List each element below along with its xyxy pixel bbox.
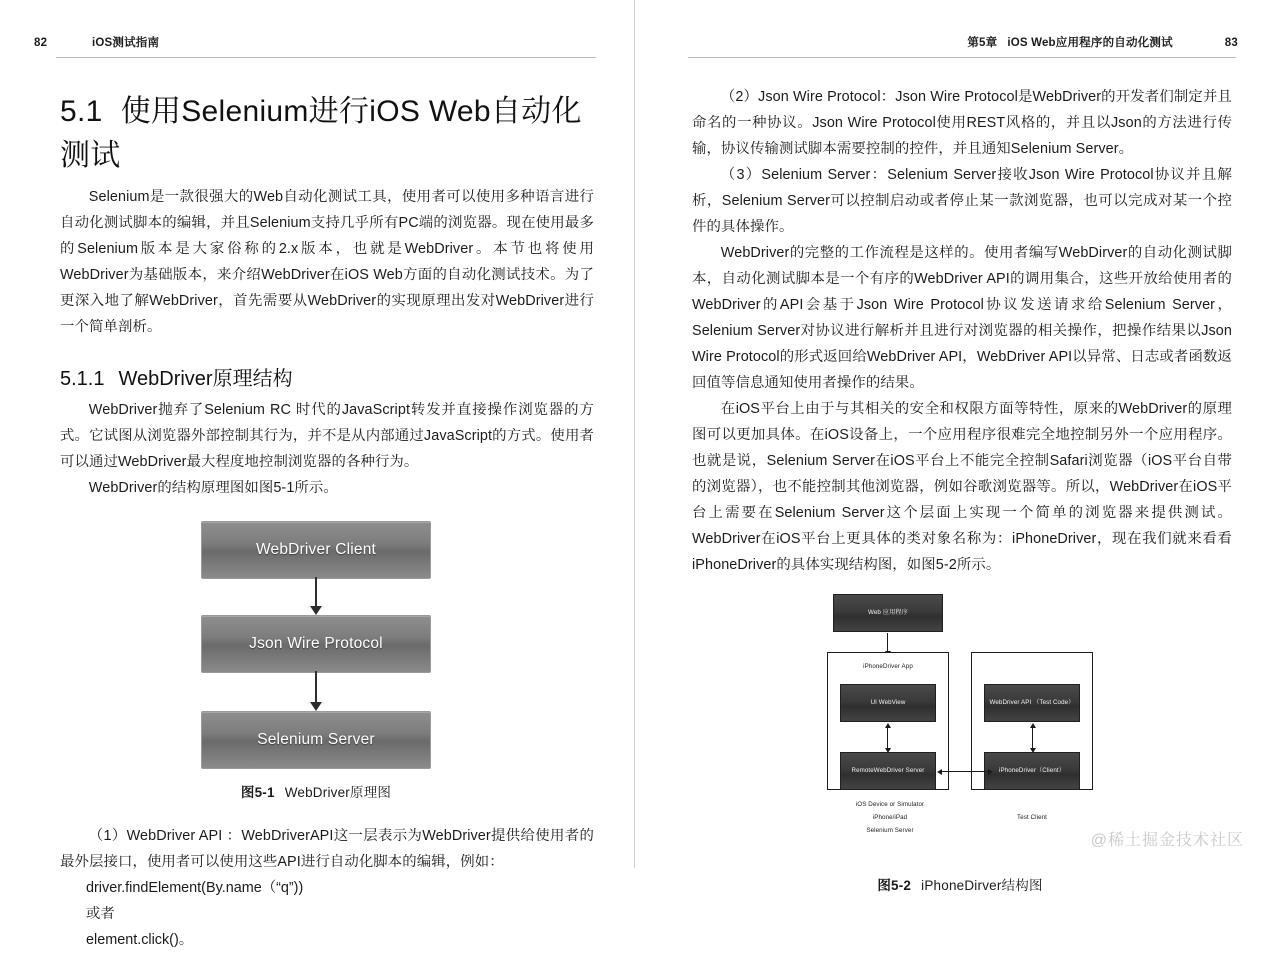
- left-page: [0, 0, 634, 948]
- left-code-line-3: element.click()。: [86, 932, 194, 948]
- figure-5-1-caption-tag: 图5-1: [240, 785, 275, 800]
- figure-5-2-wrap: [682, 594, 1238, 864]
- figure-5-2-arrow-webview-remote: [887, 728, 888, 748]
- chapter-title: iOS Web应用程序的自动化测试: [1007, 37, 1173, 49]
- figure-5-1-box-selenium-server: Selenium Server: [201, 711, 431, 769]
- left-paragraph-intro: Selenium是一款很强大的Web自动化测试工具，使用者可以使用多种语言进行自动化测试脚本的编辑，并且Selenium支持几乎所有PC端的浏览器。现在使用最多的Selenium版本是大家俗称的2.x版本，也就是WebDriver。本节也将使用WebDriver为基础版本，来介绍WebDriver在iOS Web方面的自动化测试技术。为了更深入地了解WebDriver，首先需要从WebDriver的实现原理出发对WebDriver进行一个简单剖析。: [60, 189, 594, 335]
- figure-5-2-label-iphonedriver-app: iPhoneDriver App: [863, 663, 913, 670]
- figure-5-1-box-webdriver-client: WebDriver Client: [201, 521, 431, 579]
- figure-5-2-caption-left-line2: iPhone/iPad: [872, 814, 908, 821]
- figure-5-2-caption-left-line3: Selenium Server: [866, 827, 914, 834]
- figure-5-1-arrow-2: [315, 671, 317, 703]
- figure-5-2-box-webdriver-api: WebDriver API （Test Code）: [984, 684, 1080, 722]
- figure-5-1-arrow-1: [315, 577, 317, 607]
- section-number: 5.1: [60, 95, 103, 128]
- figure-5-1: [34, 515, 598, 777]
- figure-5-2-box-ui-webview: UI WebView: [840, 684, 936, 722]
- left-paragraph-4: （1）WebDriver API ：WebDriverAPI这一层表示为WebDriver提供给使用者的最外层接口，使用者可以使用这些API进行自动化脚本的编辑，例如：: [60, 828, 594, 870]
- figure-5-2-caption-right-line1: Test Client: [1017, 814, 1047, 821]
- subsection-number: 5.1.1: [60, 368, 105, 390]
- figure-5-2: [805, 594, 1115, 864]
- left-paragraph-2: WebDriver抛弃了Selenium RC 时代的JavaScript转发并直接操作浏览器的方式。它试图从浏览器外部控制其行为，并不是从内部通过JavaScript的方式。使用者可以通过WebDriver最大程度地控制浏览器的各种行为。: [60, 402, 594, 470]
- right-paragraph-2: （3）Selenium Server：Selenium Server接收Json Wire Protocol协议并且解析，Selenium Server可以控制启动或者停止某一款浏览器，也可以完成对某一个控件的具体操作。: [692, 167, 1232, 235]
- book-title: iOS测试指南: [92, 37, 160, 49]
- figure-5-2-box-iphonedriver-client: iPhoneDriver（Client）: [984, 752, 1080, 790]
- section-heading: [34, 86, 598, 174]
- figure-5-2-caption-text: iPhoneDirver结构图: [921, 878, 1043, 893]
- subsection-heading: [34, 362, 598, 391]
- book-spine: [634, 0, 635, 868]
- right-running-head: [682, 34, 1238, 50]
- figure-5-2-caption-tag: 图5-2: [877, 878, 912, 893]
- figure-5-2-arrow-api-client: [1032, 728, 1033, 748]
- left-code-line-2: 或者: [86, 906, 115, 922]
- left-code-line-1: driver.findElement(By.name（“q”)): [86, 880, 304, 896]
- figure-5-1-caption: [34, 781, 598, 801]
- left-page-folio: 82: [34, 37, 48, 49]
- left-header-rule: [56, 57, 596, 58]
- figure-5-1-caption-text: WebDriver原理图: [284, 785, 392, 800]
- figure-5-2-box-remotewebdriver-server: RemoteWebDriver Server: [840, 752, 936, 790]
- left-paragraph-3: WebDriver的结构原理图如图5-1所示。: [88, 480, 338, 496]
- figure-5-2-caption-left-line1: iOS Device or Simulator: [855, 801, 925, 808]
- subsection-title: WebDriver原理结构: [118, 368, 293, 390]
- section-title: 使用Selenium进行iOS Web自动化测试: [60, 95, 582, 172]
- right-page-folio: 83: [1224, 37, 1238, 49]
- left-running-head: [34, 34, 598, 50]
- watermark: @稀土掘金技术社区: [1090, 832, 1244, 849]
- right-paragraph-1: （2）Json Wire Protocol：Json Wire Protocol是WebDriver的开发者们制定并且命名的一种协议。Json Wire Protocol使用REST风格的，并且以Json的方法进行传输，协议传输测试脚本需要控制的控件，并且通知Selenium Server。: [692, 89, 1232, 157]
- right-header-rule: [688, 57, 1236, 58]
- figure-5-2-caption: [682, 874, 1238, 894]
- right-paragraph-4: 在iOS平台上由于与其相关的安全和权限方面等特性，原来的WebDriver的原理图可以更加具体。在iOS设备上，一个应用程序很难完全地控制另外一个应用程序。也就是说，Selenium Server在iOS平台上不能完全控制Safari浏览器（iOS平台自带的浏览器），也不能控制其他浏览器，例如谷歌浏览器等。所以，WebDriver在iOS平台上需要在Selenium Server这个层面上实现一个简单的浏览器来提供测试。WebDriver在iOS平台上更具体的类对象名称为：iPhoneDriver，现在我们就来看看iPhoneDriver的具体实现结构图，如图5-2所示。: [692, 401, 1232, 573]
- figure-5-2-arrow-webapp-to-app: [887, 633, 888, 651]
- right-paragraph-3: WebDriver的完整的工作流程是这样的。使用者编写WebDirver的自动化测试脚本，自动化测试脚本是一个有序的WebDriver API的调用集合，这些开放给使用者的WebDriver的API会基于Json Wire Protocol协议发送请求给Selenium Server，Selenium Server对协议进行解析并且进行对浏览器的相关操作，把操作结果以Json Wire Protocol的形式返回给WebDriver API，WebDriver API以异常、日志或者函数返回值等信息通知使用者操作的结果。: [692, 245, 1232, 391]
- figure-5-2-box-web-app: Web 应用程序: [833, 594, 943, 632]
- right-page: [634, 0, 1270, 893]
- figure-5-2-arrow-server-client: [942, 771, 988, 772]
- chapter-number: 第5章: [967, 37, 998, 49]
- figure-5-1-box-json-wire-protocol: Json Wire Protocol: [201, 615, 431, 673]
